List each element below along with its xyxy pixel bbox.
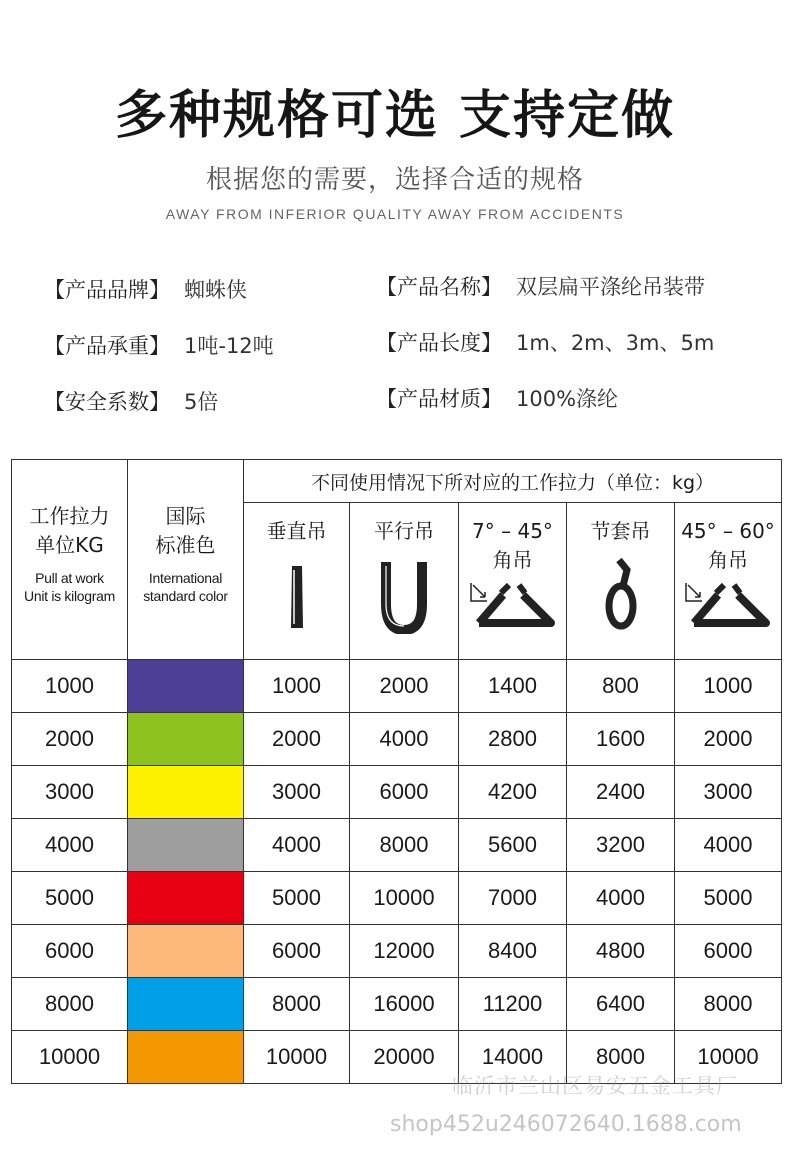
angle-lift-icon [678,575,778,635]
color-swatch [128,713,244,766]
color-swatch [128,925,244,978]
table-row [12,978,782,1031]
header-color-line2: 标准色 [155,533,216,557]
header-load-line1: 工作拉力 [29,504,110,528]
value-cell: 4000 [675,819,782,872]
page-subtitle-english: AWAY FROM INFERIOR QUALITY AWAY FROM ACCIDENTS [165,206,625,222]
color-swatch [128,819,244,872]
value-cell: 6400 [567,978,675,1031]
load-cell: 6000 [12,925,128,978]
value-cell: 6000 [244,925,350,978]
load-cell: 2000 [12,713,128,766]
angle2-label-line1: 45° – 60° [681,519,775,543]
value-cell: 4800 [567,925,675,978]
spec-material [376,384,618,414]
value-cell: 20000 [350,1031,459,1084]
basket-lift-icon [364,546,444,634]
spec-length-value: 1m、2m、3m、5m [516,331,715,355]
header-angle-lift-45-60 [675,503,782,660]
spec-safety-value: 5倍 [184,390,219,414]
spec-length [376,328,714,358]
value-cell: 8000 [244,978,350,1031]
watermark-shop-url: shop452u246072640.1688.com [390,1112,742,1137]
color-swatch [128,766,244,819]
load-cell: 10000 [12,1031,128,1084]
value-cell: 3000 [675,766,782,819]
page-title: 多种规格可选 支持定做 [114,86,676,146]
header-color-line1: 国际 [165,504,206,528]
watermark-company: 临沂市兰山区易安五金工具厂 [452,1074,738,1098]
value-cell: 2000 [675,713,782,766]
table-row [12,925,782,978]
value-cell: 2800 [459,713,567,766]
value-cell: 5000 [675,872,782,925]
parallel-lift-label: 平行吊 [374,519,434,543]
table-row [12,872,782,925]
value-cell: 14000 [459,1031,567,1084]
spec-safety-label: 【安全系数】 [44,390,170,414]
value-cell: 4000 [244,819,350,872]
value-cell: 1600 [567,713,675,766]
value-cell: 3000 [244,766,350,819]
value-cell: 4000 [567,872,675,925]
choke-lift-icon [581,546,661,634]
spec-safety [44,387,218,417]
header-load-en-line2: Unit is kilogram [24,588,115,604]
load-cell: 5000 [12,872,128,925]
color-swatch [128,872,244,925]
value-cell: 1400 [459,660,567,713]
header-working-load-span: 不同使用情况下所对应的工作拉力（单位：kg） [244,460,782,503]
page-subtitle: 根据您的需要，选择合适的规格 [205,165,584,195]
value-cell: 10000 [350,872,459,925]
color-swatch [128,978,244,1031]
vertical-lift-icon [257,546,337,634]
spec-brand-label: 【产品品牌】 [44,278,170,302]
value-cell: 1000 [675,660,782,713]
header-parallel-lift [350,503,459,660]
header-load-line2: 单位KG [35,533,104,557]
header-angle-lift-7-45 [459,503,567,660]
table-row [12,766,782,819]
angle1-label-line1: 7° – 45° [472,519,553,543]
value-cell: 10000 [675,1031,782,1084]
spec-material-value: 100%涤纶 [516,387,619,411]
spec-load-label: 【产品承重】 [44,334,170,358]
value-cell: 12000 [350,925,459,978]
angle1-label-line2: 角吊 [492,548,533,572]
spec-load-value: 1吨-12吨 [184,334,274,358]
load-cell: 4000 [12,819,128,872]
value-cell: 10000 [244,1031,350,1084]
value-cell: 4000 [350,713,459,766]
table-row [12,713,782,766]
value-cell: 5000 [244,872,350,925]
value-cell: 800 [567,660,675,713]
spec-brand-value: 蜘蛛侠 [184,278,247,302]
value-cell: 2000 [350,660,459,713]
table-row [12,660,782,713]
value-cell: 5600 [459,819,567,872]
spec-name-label: 【产品名称】 [376,275,502,299]
header-color-en-line2: standard color [143,588,228,604]
value-cell: 11200 [459,978,567,1031]
value-cell: 1000 [244,660,350,713]
spec-load [44,331,274,361]
value-cell: 7000 [459,872,567,925]
header-color-en-line1: International [148,570,223,586]
choke-lift-label: 节套吊 [590,519,651,543]
color-swatch [128,1031,244,1084]
spec-material-label: 【产品材质】 [376,387,502,411]
header-standard-color [128,460,244,660]
value-cell: 2400 [567,766,675,819]
load-cell: 3000 [12,766,128,819]
header-load-en-line1: Pull at work [35,570,104,586]
value-cell: 3200 [567,819,675,872]
header-choke-lift [567,503,675,660]
spec-brand [44,275,247,305]
value-cell: 6000 [675,925,782,978]
value-cell: 6000 [350,766,459,819]
table-row [12,819,782,872]
header-vertical-lift [244,503,350,660]
header-load-unit [12,460,128,660]
load-table [11,459,782,1084]
value-cell: 4200 [459,766,567,819]
load-cell: 1000 [12,660,128,713]
spec-length-label: 【产品长度】 [376,331,502,355]
spec-name [376,272,705,302]
angle2-label-line2: 角吊 [708,548,748,572]
color-swatch [128,660,244,713]
value-cell: 2000 [244,713,350,766]
value-cell: 8000 [567,1031,675,1084]
value-cell: 8400 [459,925,567,978]
angle-lift-icon [463,575,563,635]
spec-name-value: 双层扁平涤纶吊装带 [516,275,705,299]
vertical-lift-label: 垂直吊 [266,519,327,543]
value-cell: 16000 [350,978,459,1031]
value-cell: 8000 [350,819,459,872]
load-cell: 8000 [12,978,128,1031]
value-cell: 8000 [675,978,782,1031]
